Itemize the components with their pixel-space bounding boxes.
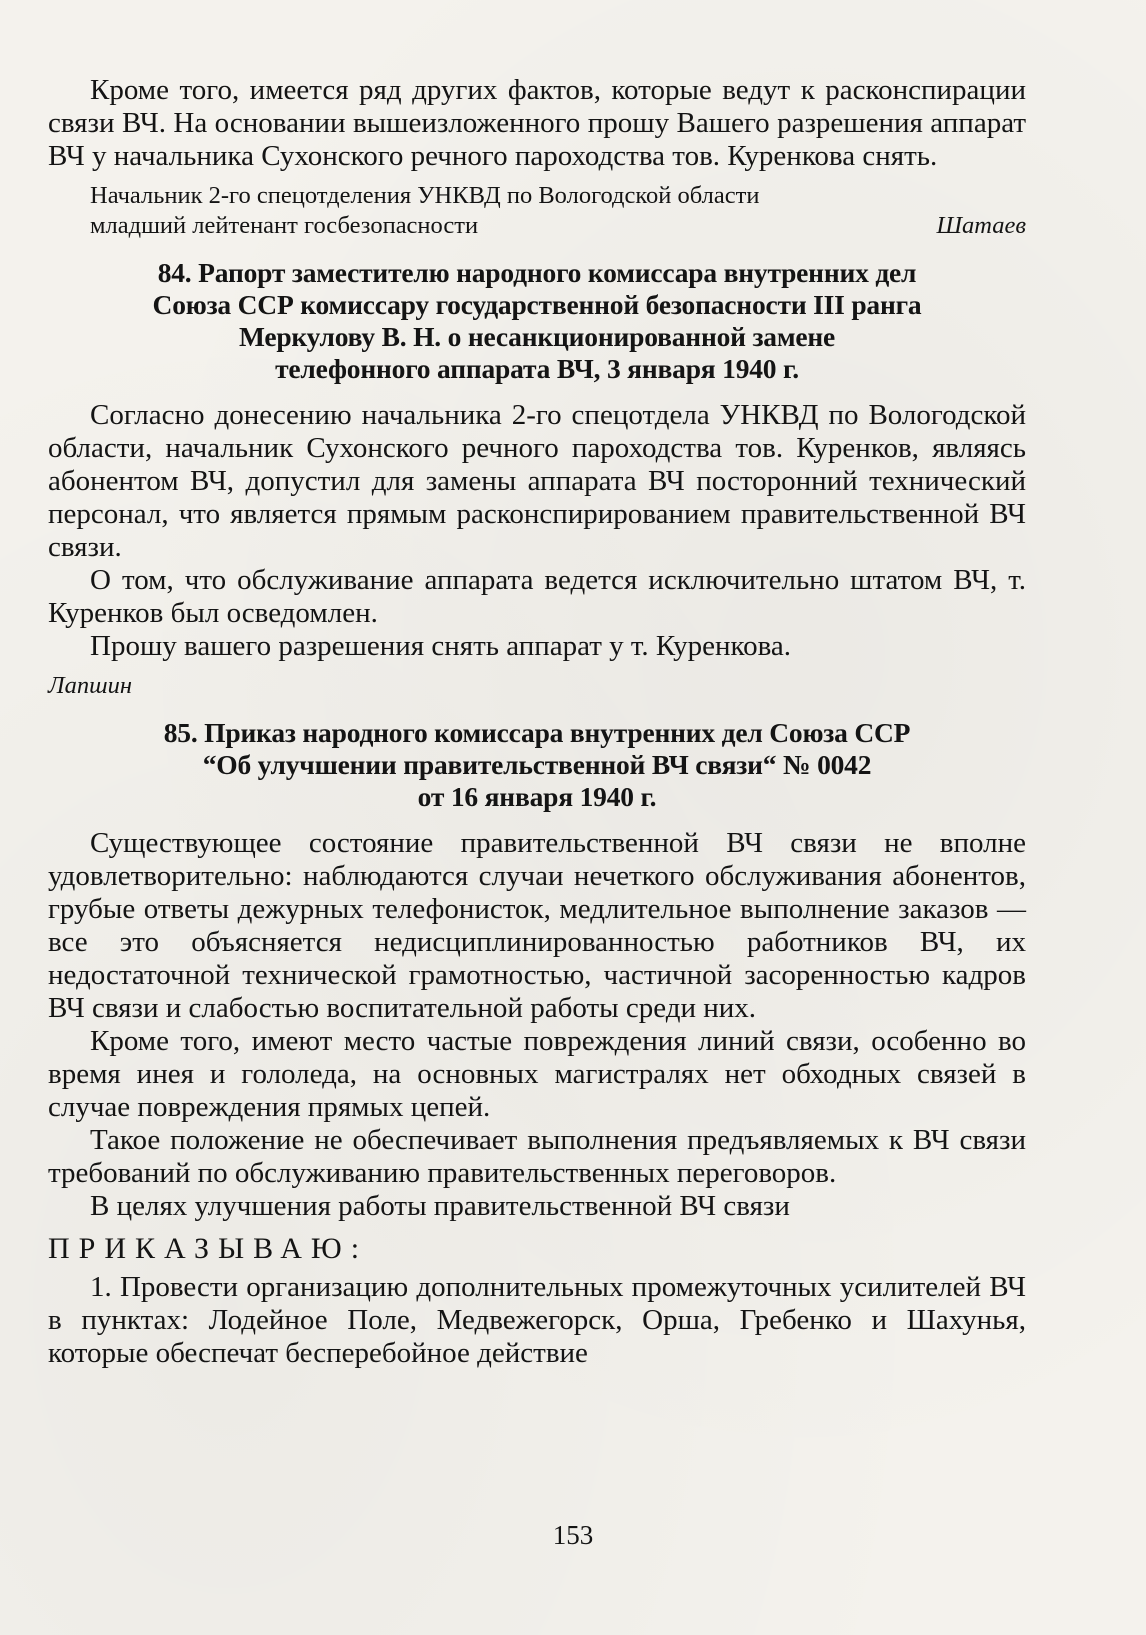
paragraph-84-report: Согласно донесению начальника 2-го спецотдела УНКВД по Вологодской области, начальник Сухонского речного пароходства тов. Куренков, являясь абонентом ВЧ, допустил для замены аппарата ВЧ посторонний технический персонал, что является прямым расконспирированием правительственной ВЧ связи.: [48, 399, 1026, 563]
heading-84-line: Союза ССР комиссару государственной безопасности III ранга: [152, 289, 922, 320]
paragraph-intro: Кроме того, имеется ряд других фактов, которые ведут к расконспирации связи ВЧ. На основании вышеизложенного прошу Вашего разрешения аппарат ВЧ у начальника Сухонского речного пароходства тов. Куренкова снять.: [48, 74, 1026, 172]
paragraph-85-situation: Такое положение не обеспечивает выполнения предъявляемых к ВЧ связи требований по обслуживанию правительственных переговоров.: [48, 1124, 1026, 1189]
signature-rank: младший лейтенант госбезопасности: [90, 212, 479, 239]
document-85-heading: [48, 717, 1026, 813]
text-column: [48, 74, 1026, 1370]
page-number: 153: [552, 1520, 594, 1550]
document-84-heading: [48, 257, 1026, 385]
paragraph-84-request: Прошу вашего разрешения снять аппарат у т. Куренкова.: [90, 630, 792, 662]
signature-rank-line: [48, 211, 1026, 241]
heading-85-line: 85. Приказ народного комиссара внутренних дел Союза ССР: [163, 717, 911, 748]
signature-name-lapshin: Лапшин: [48, 672, 132, 699]
paragraph-85-damage: Кроме того, имеют место частые повреждения линий связи, особенно во время инея и гололеда, на основных магистралях нет обходных связей в случае повреждения прямых цепей.: [48, 1025, 1026, 1123]
paragraph-order-1: 1. Провести организацию дополнительных промежуточных усилителей ВЧ в пунктах: Лодейное Поле, Медвежегорск, Орша, Гребенко и Шахунья, которые обеспечат бесперебойное действие: [48, 1271, 1026, 1369]
paragraph-85-state: Существующее состояние правительственной ВЧ связи не вполне удовлетворительно: наблюдаются случаи нечеткого обслуживания абонентов, грубые ответы дежурных телефонисток, медлительное выполнение заказов — все это объясняется недисциплинированностью работников ВЧ, их недостаточной технической грамотностью, частичной засоренностью кадров ВЧ связи и слабостью воспитательной работы среди них.: [48, 827, 1026, 1024]
heading-84-line: Меркулову В. Н. о несанкционированной замене: [238, 321, 836, 352]
paragraph-85-purpose: В целях улучшения работы правительственной ВЧ связи: [90, 1190, 790, 1222]
heading-85-line: от 16 января 1940 г.: [417, 781, 657, 812]
heading-85-line: “Об улучшении правительственной ВЧ связи“ № 0042: [202, 749, 872, 780]
heading-84-line: 84. Рапорт заместителю народного комиссара внутренних дел: [157, 257, 917, 288]
signature-name-shataev: Шатаев: [936, 212, 1026, 239]
signature-title: Начальник 2-го спецотделения УНКВД по Вологодской области: [90, 182, 760, 209]
paragraph-84-informed: О том, что обслуживание аппарата ведется исключительно штатом ВЧ, т. Куренков был осведомлен.: [48, 564, 1026, 629]
order-word: ПРИКАЗЫВАЮ:: [48, 1232, 369, 1265]
heading-84-line: телефонного аппарата ВЧ, 3 января 1940 г.: [275, 353, 799, 384]
